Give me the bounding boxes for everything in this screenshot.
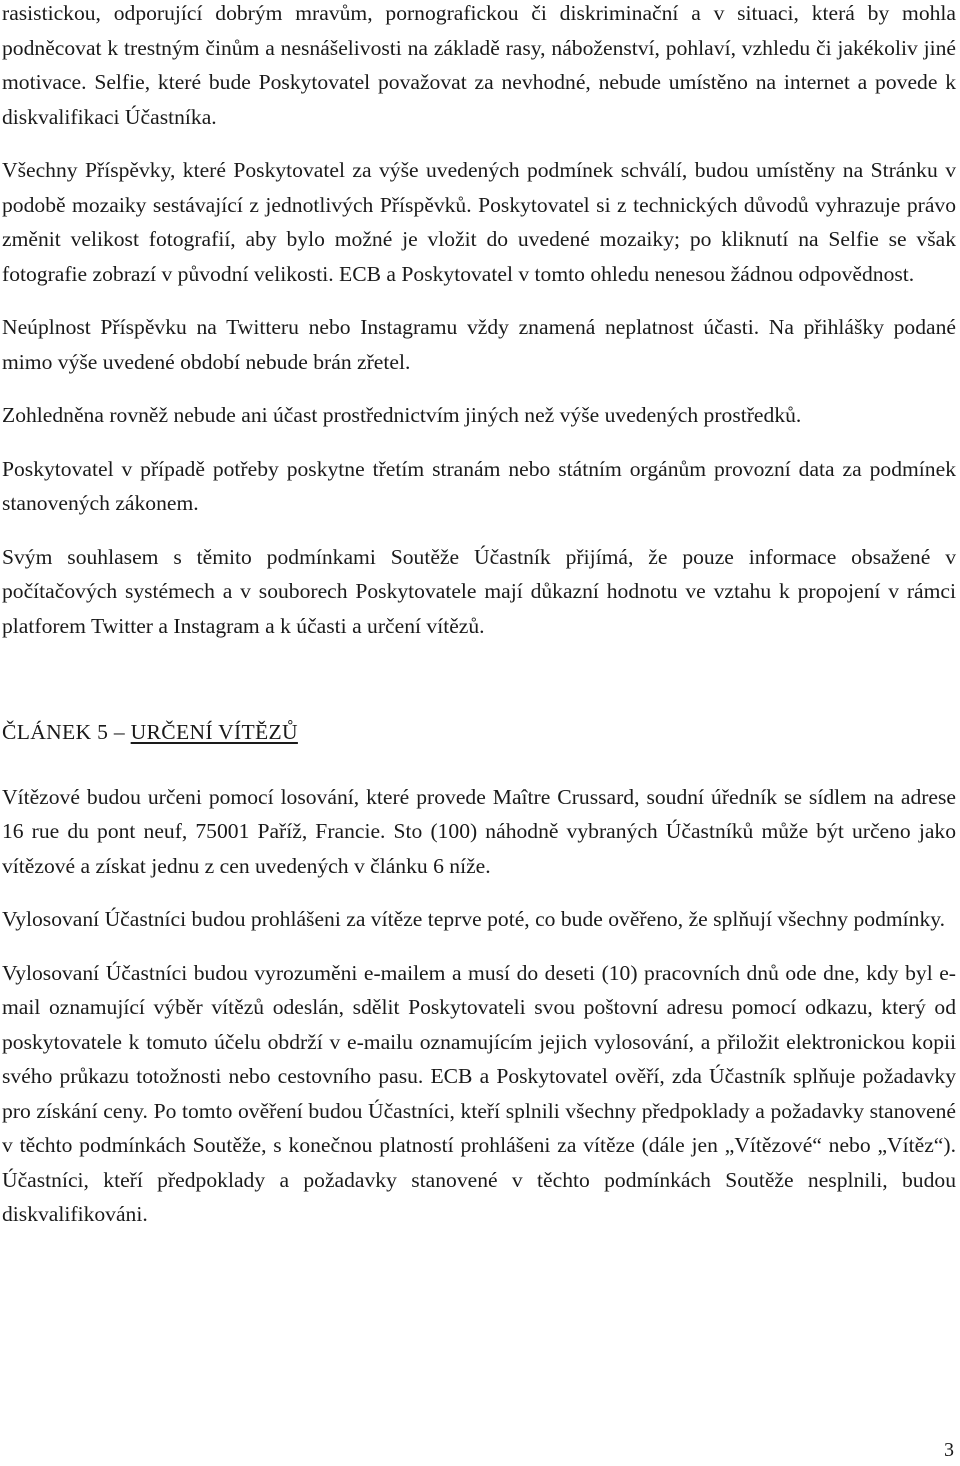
paragraph-mosaic-placement: Všechny Příspěvky, které Poskytovatel za výše uvedených podmínek schválí, budou umístěny na Stránku v podobě mozaiky sestávající z jednotlivých Příspěvků. Poskytovatel si z technických důvodů vyhrazuje právo změnit velikost fotografií, aby bylo možné je vložit do uvedené mozaiky; po kliknutí na Selfie se však fotografie zobrazí v původní velikosti. ECB a Poskytovatel v tomto ohledu nenesou žádnou odpovědnost.	[2, 158, 956, 286]
section-spacer	[2, 667, 956, 715]
section-heading-title: URČENÍ VÍTĚZŮ	[130, 720, 298, 744]
section-heading-prefix: ČLÁNEK 5 –	[2, 720, 131, 744]
paragraph-winner-draw: Vítězové budou určeni pomocí losování, které provede Maître Crussard, soudní úředník se sídlem na adrese 16 rue du pont neuf, 75001 Paříž, Francie. Sto (100) náhodně vybraných Účastníků může být určeno jako vítězové a získat jednu z cen uvedených v článku 6 níže.	[2, 784, 956, 878]
paragraph-winner-notification: Vylosovaní Účastníci budou vyrozuměni e-mailem a musí do deseti (10) pracovních dnů ode dne, kdy byl e-mail oznamující výběr vítězů odeslán, sdělit Poskytovateli svou poštovní adresu pomocí odkazu, který od poskytovatele k tomuto účelu obdrží v e-mailu oznamujícím jejich vylosování, a přiložit elektronickou kopii svého průkazu totožnosti nebo cestovního pasu. ECB a Poskytovatel ověří, zda Účastník splňuje požadavky pro získání ceny. Po tomto ověření budou Účastníci, kteří splnili všechny předpoklady a požadavky stanovené v těchto podmínkách Soutěže, s konečnou platností prohlášeni za vítěze (dále jen „Vítězové“ nebo „Vítěz“). Účastníci, kteří předpoklady a požadavky stanovené v těchto podmínkách Soutěže nesplnili, budou diskvalifikováni.	[2, 960, 956, 1226]
paragraph-winner-verification: Vylosovaní Účastníci budou prohlášeni za vítěze teprve poté, co bude ověřeno, že splňují všechny podmínky.	[2, 907, 946, 931]
paragraph-operational-data: Poskytovatel v případě potřeby poskytne třetím stranám nebo státním orgánům provozní data za podmínek stanovených zákonem.	[2, 456, 956, 515]
page-content	[2, 0, 956, 1256]
paragraph-incomplete-entry: Neúplnost Příspěvku na Twitteru nebo Instagramu vždy znamená neplatnost účasti. Na přihlášky podané mimo výše uvedené období nebude brán zřetel.	[2, 315, 956, 374]
page-number: 3	[944, 1439, 954, 1461]
paragraph-evidence-value: Svým souhlasem s těmito podmínkami Soutěže Účastník přijímá, že pouze informace obsažené v počítačových systémech a v souborech Poskytovatele mají důkazní hodnotu ve vztahu k propojení v rámci platforem Twitter a Instagram a k účasti a určení vítězů.	[2, 544, 956, 638]
paragraph-other-means: Zohledněna rovněž nebude ani účast prostřednictvím jiných než výše uvedených prostředků.	[2, 403, 802, 427]
section-heading	[2, 715, 956, 750]
paragraph-inappropriate-content: rasistickou, odporující dobrým mravům, pornografickou či diskriminační a v situaci, která by mohla podněcovat k trestným činům a nesnášelivosti na základě rasy, náboženství, pohlaví, vzhledu či jakékoliv jiné motivace. Selfie, které bude Poskytovatel považovat za nevhodné, nebude umístěno na internet a povede k diskvalifikaci Účastníka.	[2, 1, 956, 129]
